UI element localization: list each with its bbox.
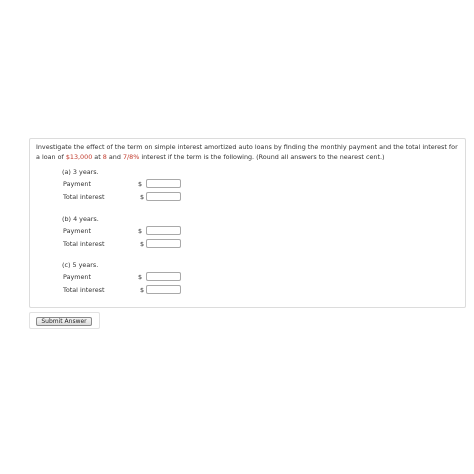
part-a — [62, 168, 222, 204]
part-c-interest-label: Total interest — [63, 286, 105, 294]
part-c-payment-label: Payment — [63, 273, 91, 281]
part-b-interest-currency: $ — [140, 240, 145, 248]
part-b-interest-input[interactable] — [146, 239, 181, 248]
part-a-payment-input[interactable] — [146, 179, 181, 188]
part-a-payment-currency: $ — [138, 180, 143, 188]
part-c-payment-input[interactable] — [146, 272, 181, 281]
part-b — [62, 215, 222, 251]
part-a-interest-label: Total interest — [63, 193, 105, 201]
prompt-text-and: and — [106, 152, 123, 161]
submit-container — [29, 312, 100, 329]
prompt-text-at: at — [92, 152, 103, 161]
part-a-interest-input[interactable] — [146, 192, 181, 201]
interest-rate-fraction: 7/8% — [122, 152, 140, 161]
part-a-payment-label: Payment — [63, 180, 91, 188]
part-b-heading: (b) 4 years. — [62, 215, 99, 223]
part-c-interest-currency: $ — [140, 286, 145, 294]
interest-rate-whole: 8 — [102, 152, 107, 161]
prompt-text-instructions: interest if the term is the following. (Round all answers to the nearest cent.) — [139, 152, 385, 161]
part-a-heading: (a) 3 years. — [62, 168, 99, 176]
question-panel — [29, 138, 466, 308]
part-b-payment-currency: $ — [138, 227, 143, 235]
part-b-payment-label: Payment — [63, 227, 91, 235]
part-c-payment-currency: $ — [138, 273, 143, 281]
part-c-heading: (c) 5 years. — [62, 261, 99, 269]
part-b-interest-label: Total interest — [63, 240, 105, 248]
loan-amount: $13,000 — [65, 152, 93, 161]
submit-answer-button[interactable]: Submit Answer — [36, 317, 92, 326]
question-prompt — [36, 143, 460, 162]
part-b-payment-input[interactable] — [146, 226, 181, 235]
part-c — [62, 261, 222, 297]
part-c-interest-input[interactable] — [146, 285, 181, 294]
part-a-interest-currency: $ — [140, 193, 145, 201]
prompt-text-intro: Investigate the effect of the term on simple interest amortized auto loans by finding the monthly payment and the total interest for a loan of — [36, 143, 458, 161]
